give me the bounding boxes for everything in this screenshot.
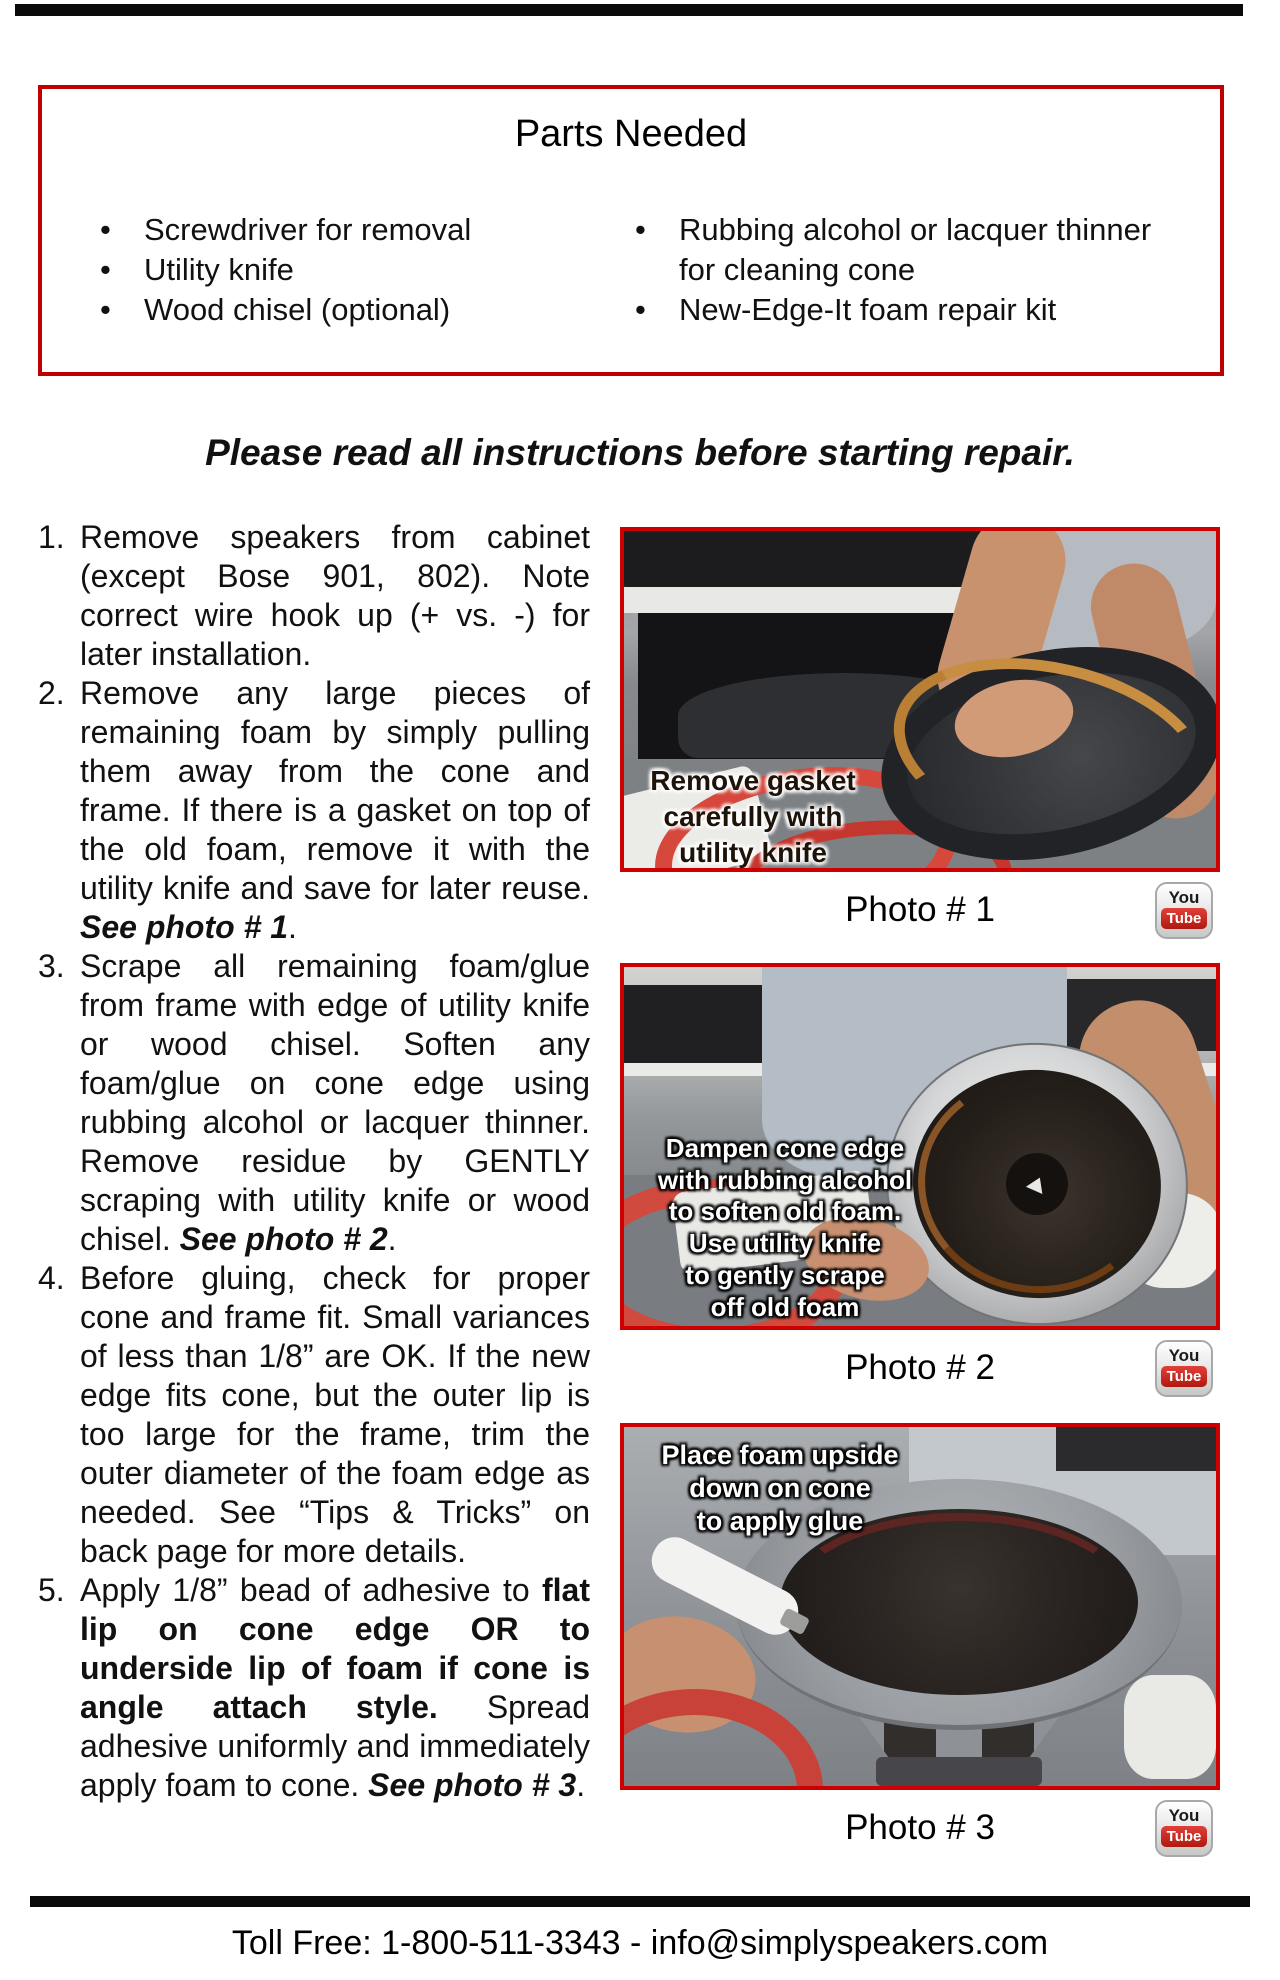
overlay-caption-line: to apply glue (696, 1505, 864, 1536)
footer-contact: Toll Free: 1-800-511-3343 - info@simplyspeakers.com (231, 1924, 1049, 1962)
photo-column (620, 527, 1220, 1862)
overlay-caption-line: utility knife (679, 836, 827, 868)
parts-list-left (82, 210, 582, 330)
instruction-step (38, 1571, 590, 1805)
overlay-caption-line: Dampen cone edge (665, 1133, 905, 1163)
logo-glyph-shape (1026, 1174, 1048, 1194)
overlay-caption-line: to soften old foam. (668, 1196, 902, 1227)
youtube-badge[interactable] (1155, 1340, 1213, 1397)
step-text-segment: See photo # 1 (80, 909, 289, 945)
cloth-shape (1124, 1675, 1216, 1779)
step-text-segment: See photo # 3 (368, 1767, 577, 1803)
parts-item: • Rubbing alcohol or lacquer thinner for cleaning cone (617, 210, 1177, 290)
parts-list-right (617, 210, 1177, 330)
photo-2-image (620, 963, 1220, 1330)
photo-2-overlay-text (630, 1133, 940, 1323)
youtube-tube-label: Tube (1161, 908, 1207, 929)
step-number: 1. (38, 519, 65, 555)
youtube-tube-label: Tube (1161, 1366, 1207, 1387)
youtube-badge[interactable] (1155, 1800, 1213, 1857)
photo-caption: Photo # 1 (845, 890, 995, 929)
step-text-segment: Spread adhesive uniformly and immediately apply foam to cone. (80, 1689, 591, 1803)
parts-item: • Utility knife (82, 250, 582, 290)
overlay-caption-line: with rubbing alcohol (657, 1164, 913, 1195)
overlay-caption-line: down on cone (689, 1472, 871, 1503)
photo-caption: Photo # 3 (845, 1808, 995, 1847)
step-text-segment: . (387, 1221, 397, 1257)
parts-needed-box (38, 85, 1224, 376)
parts-item: • Wood chisel (optional) (82, 290, 582, 330)
step-number: 4. (38, 1260, 65, 1296)
photo-3-image (620, 1423, 1220, 1790)
photo-3-overlay-text (630, 1439, 930, 1538)
parts-item: • Screwdriver for removal (82, 210, 582, 250)
photo-1-caption-row (620, 882, 1220, 944)
photo-3-caption-row (620, 1800, 1220, 1862)
step-number: 5. (38, 1572, 65, 1608)
overlay-caption-line: Remove gasket (650, 765, 856, 796)
speaker-magnet-shape (876, 1757, 1042, 1786)
step-text-segment: flat lip on cone edge OR to underside lip of foam if cone is angle attach style. (80, 1572, 590, 1725)
page-title: Please read all instructions before starting repair. (205, 432, 1075, 473)
step-text-segment: . (288, 909, 297, 945)
step-number: 3. (38, 948, 65, 984)
step-text-segment: Before gluing, check for proper cone and frame fit. Small variances of less than 1/8” are OK. If the new edge fits cone, but the outer lip is too large for the frame, trim the outer diameter of the foam edge as needed. See “Tips & Tricks” on back page for more details. (80, 1260, 590, 1569)
footer-divider-bar (30, 1896, 1250, 1907)
step-text-segment: See photo # 2 (179, 1221, 388, 1257)
youtube-you-label: You (1168, 888, 1200, 907)
glue-bead-shape (784, 1513, 1134, 1691)
overlay-caption-line: Use utility knife (688, 1228, 882, 1259)
instruction-step (38, 674, 590, 947)
instruction-step (38, 947, 590, 1259)
youtube-you-label: You (1168, 1806, 1200, 1825)
instruction-steps-list (38, 518, 590, 1805)
photo-2-caption-row (620, 1340, 1220, 1402)
overlay-caption-line: carefully with (663, 800, 843, 832)
background-shadow-shape (1056, 1427, 1216, 1471)
instruction-step (38, 518, 590, 674)
photo-1-overlay-text (638, 763, 868, 870)
instruction-step (38, 1259, 590, 1571)
parts-columns (42, 210, 1220, 330)
step-text-segment: Remove any large pieces of remaining foam by simply pulling them away from the cone and frame. If there is a gasket on top of the old foam, remove it with the utility knife and save for later reuse. (80, 675, 590, 906)
step-text-segment: Apply 1/8” bead of adhesive to (80, 1572, 542, 1608)
step-number: 2. (38, 675, 65, 711)
overlay-caption-line: Place foam upside (661, 1440, 899, 1470)
youtube-tube-label: Tube (1161, 1826, 1207, 1847)
youtube-you-label: You (1168, 1346, 1200, 1365)
step-text-segment: Scrape all remaining foam/glue from frame with edge of utility knife or wood chisel. Soften any foam/glue on cone edge using rubbing alcohol or lacquer thinner. Remove residue by GENTLY scraping with utility knife or wood chisel. (80, 948, 590, 1257)
overlay-caption-line: to gently scrape (685, 1259, 885, 1290)
photo-1-image (620, 527, 1220, 872)
step-text-segment: . (576, 1767, 586, 1803)
step-text-segment: Remove speakers from cabinet (except Bose 901, 802). Note correct wire hook up (+ vs. -) for later installation. (80, 519, 590, 672)
photo-caption: Photo # 2 (845, 1348, 995, 1387)
parts-needed-title: Parts Needed (514, 113, 748, 155)
overlay-caption-line: off old foam (710, 1291, 860, 1322)
youtube-badge[interactable] (1155, 882, 1213, 939)
shelf-shadow-shape (624, 985, 779, 1067)
top-divider-bar (15, 4, 1243, 16)
parts-item: • New-Edge-It foam repair kit (617, 290, 1177, 330)
